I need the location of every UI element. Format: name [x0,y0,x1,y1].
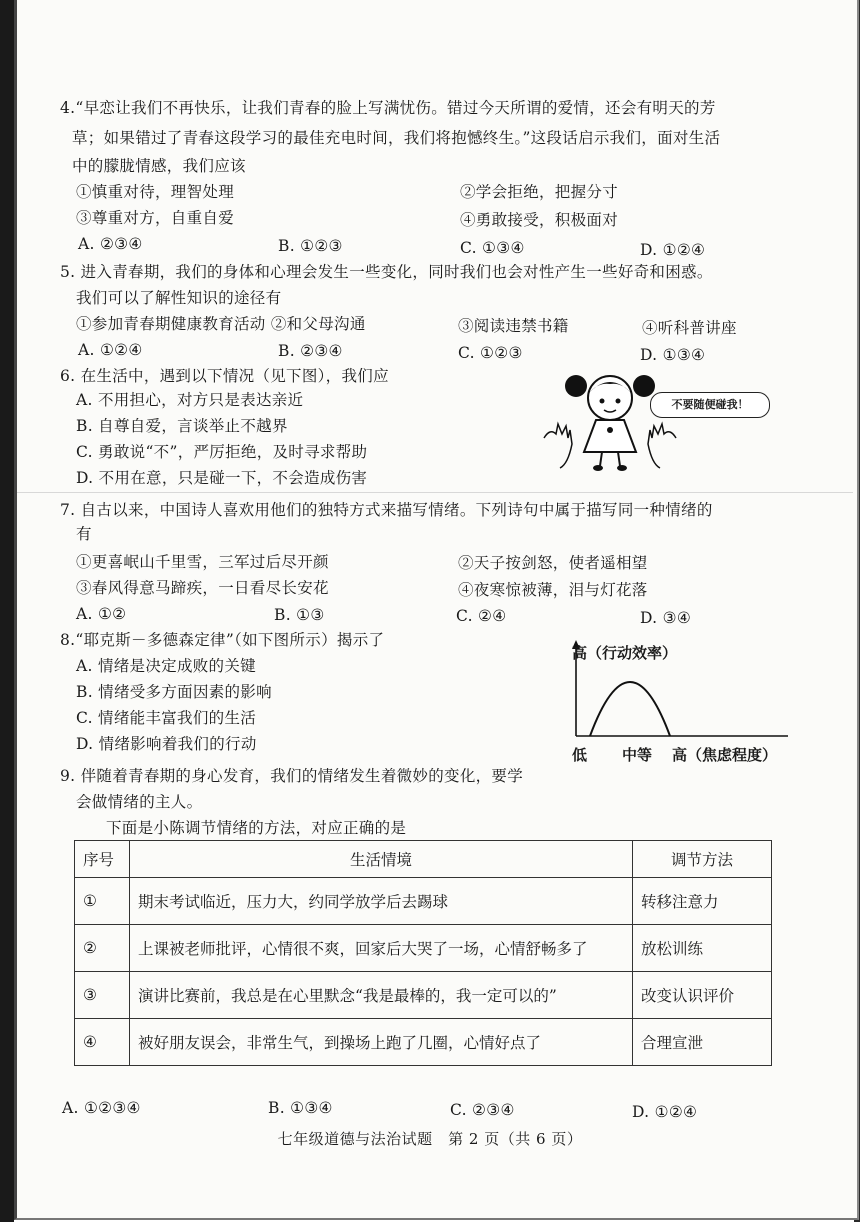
q4-choice-a: A. ②③④ [78,235,143,253]
girl-cartoon-illustration [540,368,680,480]
q8-stem: 8.“耶克斯－多德森定律”（如下图所示）揭示了 [60,631,385,649]
q5-choice-a: A. ①②④ [78,341,143,359]
q5-stem-line-1: 5. 进入青春期，我们的身体和心理会发生一些变化，同时我们也会对性产生一些好奇和困惑。 [60,263,713,281]
q9-stem-line-2: 会做情绪的主人。 [76,793,203,811]
q5-option-3: ③阅读违禁书籍 [458,317,569,335]
q4-choice-d: D. ①②④ [640,241,706,259]
inverted-u-curve [590,682,670,736]
row-index: ② [75,925,130,972]
row-situation: 上课被老师批评，心情很不爽，回家后大哭了一场，心情舒畅多了 [130,925,633,972]
q5-option-1-2: ①参加青春期健康教育活动 ②和父母沟通 [76,315,366,333]
q7-stem-line-1: 7. 自古以来，中国诗人喜欢用他们的独特方式来描写情绪。下列诗句中属于描写同一种情绪的 [60,501,713,519]
q7-choice-c: C. ②④ [456,607,507,625]
q9-choice-d: D. ①②④ [632,1103,698,1121]
row-method: 合理宣泄 [633,1019,772,1066]
chart-y-label: 高（行动效率） [572,644,678,662]
q5-choice-d: D. ①③④ [640,346,706,364]
page-fold-line [17,492,853,493]
row-index: ③ [75,972,130,1019]
table-row [75,1019,772,1066]
table-header-row [75,841,772,878]
q7-choice-b: B. ①③ [274,606,325,624]
q5-option-4: ④听科普讲座 [642,319,737,337]
q4-option-2: ②学会拒绝，把握分寸 [460,183,619,201]
q4-stem-line-1: 4.“早恋让我们不再快乐，让我们青春的脸上写满忧伤。错过今天所谓的爱情，还会有明天的芳 [60,99,716,117]
row-method: 放松训练 [633,925,772,972]
q7-choice-d: D. ③④ [640,609,692,627]
q9-stem-line-3: 下面是小陈调节情绪的方法，对应正确的是 [106,819,407,837]
q4-option-4: ④勇敢接受，积极面对 [460,211,619,229]
row-method: 转移注意力 [633,878,772,925]
q6-choice-d: D. 不用在意，只是碰一下，不会造成伤害 [76,469,368,487]
q9-stem-line-1: 9. 伴随着青春期的身心发育，我们的情绪发生着微妙的变化，要学 [60,767,524,785]
emotion-regulation-table [74,840,772,1066]
row-index: ④ [75,1019,130,1066]
page-footer: 七年级道德与法治试题 第 2 页（共 6 页） [277,1130,583,1148]
chart-x-tick-mid: 中等 [622,746,653,764]
q7-stem-line-2: 有 [76,525,92,543]
q7-option-4: ④夜寒惊被薄，泪与灯花落 [458,581,648,599]
q7-option-3: ③春风得意马蹄疾，一日看尽长安花 [76,579,329,597]
q7-choice-a: A. ①② [76,605,127,623]
q7-option-2: ②天子按剑怒，使者遥相望 [458,554,648,572]
q4-choice-b: B. ①②③ [278,237,343,255]
q5-choice-c: C. ①②③ [458,344,523,362]
table-row [75,972,772,1019]
q9-choice-a: A. ①②③④ [62,1099,141,1117]
speech-bubble: 不要随便碰我！ [650,392,770,418]
q6-choice-b: B. 自尊自爱，言谈举止不越界 [76,417,288,435]
header-method: 调节方法 [633,841,772,878]
header-index: 序号 [75,841,130,878]
table-row [75,925,772,972]
row-situation: 被好朋友误会，非常生气，到操场上跑了几圈，心情好点了 [130,1019,633,1066]
row-index: ① [75,878,130,925]
chart-x-tick-low: 低 [572,746,588,764]
q4-choice-c: C. ①③④ [460,239,525,257]
chart-x-tick-high: 高（焦虑程度） [672,746,778,764]
q5-choice-b: B. ②③④ [278,342,343,360]
q6-stem: 6. 在生活中，遇到以下情况（见下图），我们应 [60,367,389,385]
q8-choice-c: C. 情绪能丰富我们的生活 [76,709,257,727]
table-row [75,878,772,925]
q6-choice-a: A. 不用担心，对方只是表达亲近 [76,391,304,409]
q4-stem-line-3: 中的朦胧情感，我们应该 [72,157,246,175]
scan-edge-left [0,0,14,1222]
q4-option-1: ①慎重对待，理智处理 [76,183,235,201]
row-situation: 演讲比赛前，我总是在心里默念“我是最棒的，我一定可以的” [130,972,633,1019]
q7-option-1: ①更喜岷山千里雪，三军过后尽开颜 [76,553,329,571]
q8-choice-a: A. 情绪是决定成败的关键 [76,657,256,675]
q8-choice-d: D. 情绪影响着我们的行动 [76,735,257,753]
row-method: 改变认识评价 [633,972,772,1019]
q6-choice-c: C. 勇敢说“不”，严厉拒绝，及时寻求帮助 [76,443,368,461]
q4-stem-line-2: 草；如果错过了青春这段学习的最佳充电时间，我们将抱憾终生。”这段话启示我们，面对生活 [72,129,721,147]
row-situation: 期末考试临近，压力大，约同学放学后去踢球 [130,878,633,925]
q4-option-3: ③尊重对方，自重自爱 [76,209,235,227]
q8-choice-b: B. 情绪受多方面因素的影响 [76,683,272,701]
q5-stem-line-2: 我们可以了解性知识的途径有 [76,289,282,307]
q9-choice-b: B. ①③④ [268,1099,333,1117]
header-situation: 生活情境 [130,841,633,878]
q9-choice-c: C. ②③④ [450,1101,515,1119]
